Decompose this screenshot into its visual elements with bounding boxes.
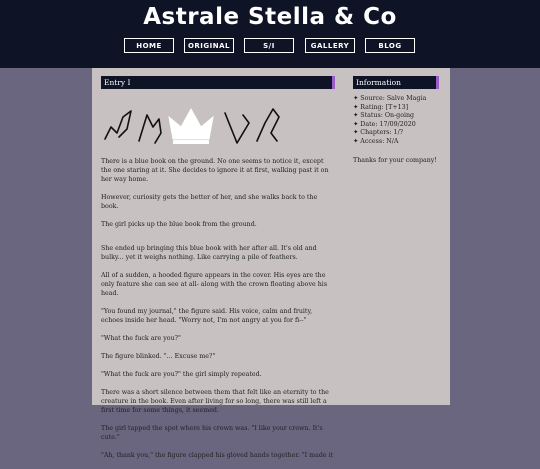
nav-gallery-button[interactable]: GALLERY bbox=[305, 38, 355, 53]
info-source: ✦ Source: Salve Magia bbox=[353, 95, 427, 102]
nav-blog-button[interactable]: BLOG bbox=[365, 38, 415, 53]
nav-home-button[interactable]: HOME bbox=[124, 38, 174, 53]
entry-paragraph: The girl tapped the spot where his crown was. "I like your crown. It's cute." bbox=[101, 425, 323, 441]
entry-paragraph: All of a sudden, a hooded figure appears in the cover. His eyes are the only feature she can see at all- along with the crown floating above his head. bbox=[101, 272, 328, 297]
nav-original-button[interactable]: ORIGINAL bbox=[184, 38, 234, 53]
info-heading: Information bbox=[353, 76, 439, 89]
entry-text bbox=[101, 157, 335, 460]
entry-paragraph: "What the fuck are you?" the girl simply repeated. bbox=[101, 371, 262, 378]
thanks-text: Thanks for your company! bbox=[353, 156, 437, 164]
info-rating: ✦ Rating: [T+13] bbox=[353, 103, 409, 111]
site-header bbox=[0, 0, 540, 68]
entry-paragraph: "You found my journal," the figure said. His voice, calm and fruity, echoes inside her head. "Worry not, I'm not angry at you for fi--" bbox=[101, 308, 313, 324]
entry-paragraph: However, curiosity gets the better of her, and she walks back to the book. bbox=[101, 194, 318, 210]
info-access: ✦ Access: N/A bbox=[353, 137, 399, 145]
info-status: ✦ Status: On-going bbox=[353, 112, 415, 120]
info-date: ✦ Date: 17/09/2020 bbox=[353, 120, 416, 128]
entry-paragraph: The girl picks up the blue book from the ground. bbox=[101, 221, 257, 228]
entry-paragraph: There is a blue book on the ground. No one seems to notice it, except the one staring at it. She decides to ignore it at first, walking past it on her way home. bbox=[101, 158, 329, 183]
info-chapters: ✦ Chapters: 1/? bbox=[353, 129, 404, 137]
entry-paragraph: There was a short silence between them that felt like an eternity to the creature in the book. Even after living for so long, there was still left a first time for some things, it seemed. bbox=[101, 389, 329, 414]
info-list bbox=[353, 95, 439, 147]
crown-sigil-icon bbox=[103, 103, 293, 147]
entry-column bbox=[101, 76, 335, 469]
info-sidebar bbox=[353, 76, 439, 165]
entry-paragraph: The figure blinked. "... Excuse me?" bbox=[101, 353, 216, 360]
entry-heading: Entry I bbox=[101, 76, 335, 89]
main-nav bbox=[0, 38, 540, 55]
nav-si-button[interactable]: S/I bbox=[244, 38, 294, 53]
site-title: Astrale Stella & Co bbox=[143, 4, 397, 30]
entry-paragraph: "Ah, thank you," the figure clapped his gloved hands together. "I made it bbox=[101, 452, 334, 459]
entry-paragraph: "What the fuck are you?" bbox=[101, 335, 181, 342]
entry-paragraph: She ended up bringing this blue book with her after all. It's old and bulky... yet it weighs nothing. Like carrying a pile of feathers. bbox=[101, 245, 317, 261]
